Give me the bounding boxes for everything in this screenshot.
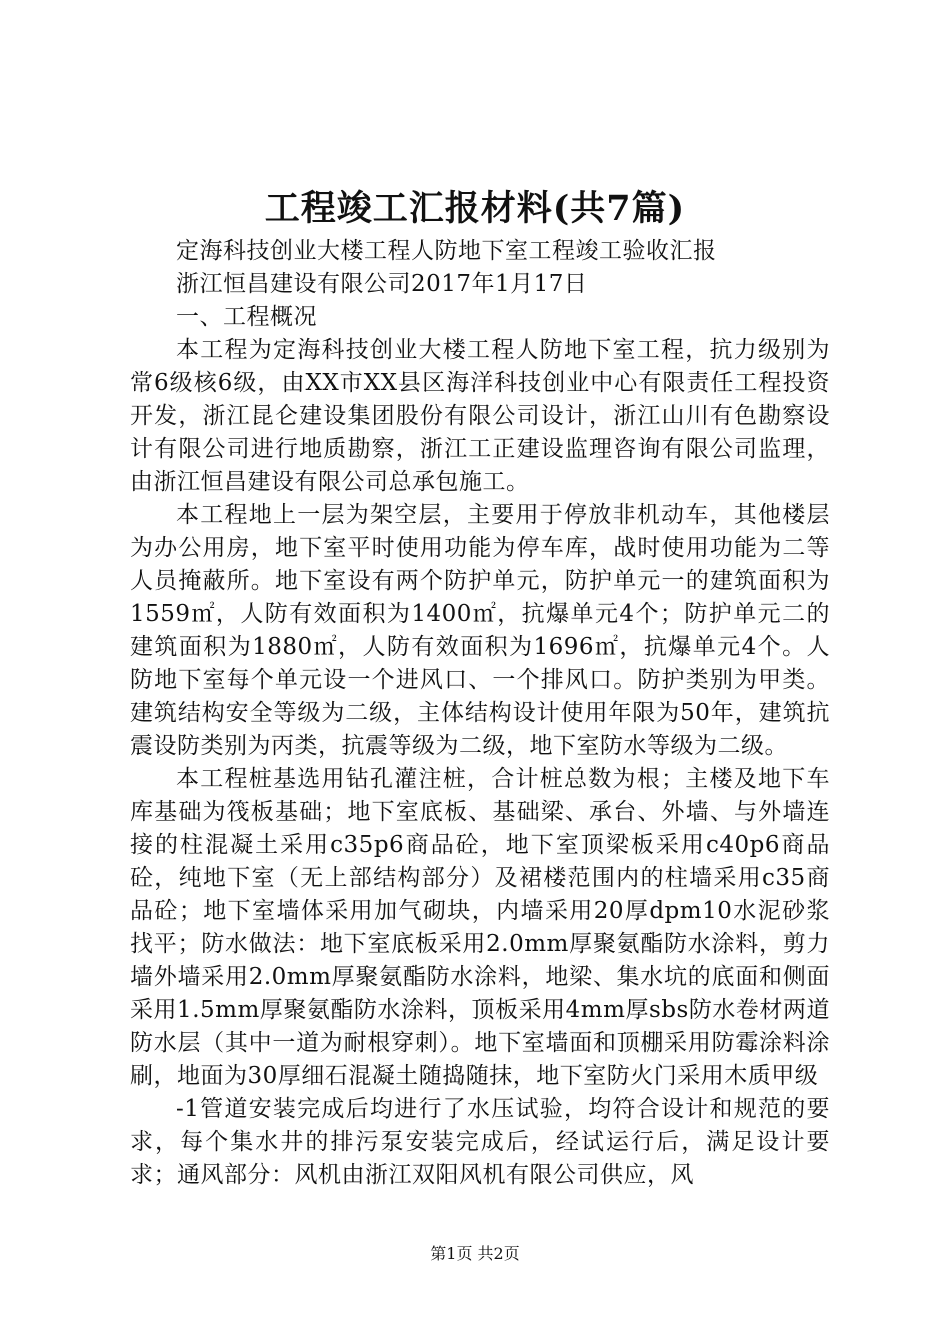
document-title: 工程竣工汇报材料(共7篇)	[264, 188, 686, 229]
section-heading: 一、工程概况	[176, 304, 317, 330]
document-byline: 浙江恒昌建设有限公司2017年1月17日	[176, 271, 588, 297]
paragraph: 本工程桩基选用钻孔灌注桩，合计桩总数为根；主楼及地下车库基础为筏板基础；地下室底板、基础梁、承台、外墙、与外墙连接的柱混凝土采用c35p6商品砼，地下室顶梁板采用c40p6商品砼，纯地下室（无上部结构部分）及裙楼范围内的柱墙采用c35商品砼；地下室墙体采用加气砌块，内墙采用20厚dpm10水泥砂浆找平；防水做法：地下室底板采用2.0mm厚聚氨酯防水涂料，剪力墙外墙采用2.0mm厚聚氨酯防水涂料，地梁、集水坑的底面和侧面采用1.5mm厚聚氨酯防水涂料，顶板采用4mm厚sbs防水卷材两道防水层（其中一道为耐根穿刺）。地下室墙面和顶棚采用防霉涂料涂刷，地面为30厚细石混凝土随捣随抹，地下室防火门采用木质甲级	[130, 766, 830, 1089]
page-footer: 第1页 共2页	[430, 1244, 520, 1263]
document-body	[130, 235, 830, 1192]
paragraph: 本工程为定海科技创业大楼工程人防地下室工程，抗力级别为常6级核6级，由XX市XX县区海洋科技创业中心有限责任工程投资开发，浙江昆仑建设集团股份有限公司设计，浙江山川有色勘察设计有限公司进行地质勘察，浙江工正建设监理咨询有限公司监理，由浙江恒昌建设有限公司总承包施工。	[130, 337, 830, 495]
document-subtitle: 定海科技创业大楼工程人防地下室工程竣工验收汇报	[176, 238, 717, 264]
paragraph: 本工程地上一层为架空层，主要用于停放非机动车，其他楼层为办公用房，地下室平时使用功能为停车库，战时使用功能为二等人员掩蔽所。地下室设有两个防护单元，防护单元一的建筑面积为1559㎡，人防有效面积为1400㎡，抗爆单元4个；防护单元二的建筑面积为1880㎡，人防有效面积为1696㎡，抗爆单元4个。人防地下室每个单元设一个进风口、一个排风口。防护类别为甲类。建筑结构安全等级为二级，主体结构设计使用年限为50年，建筑抗震设防类别为丙类，抗震等级为二级，地下室防水等级为二级。	[130, 502, 830, 759]
paragraph: -1管道安装完成后均进行了水压试验，均符合设计和规范的要求，每个集水井的排污泵安装完成后，经试运行后，满足设计要求；通风部分：风机由浙江双阳风机有限公司供应，风	[130, 1096, 830, 1188]
